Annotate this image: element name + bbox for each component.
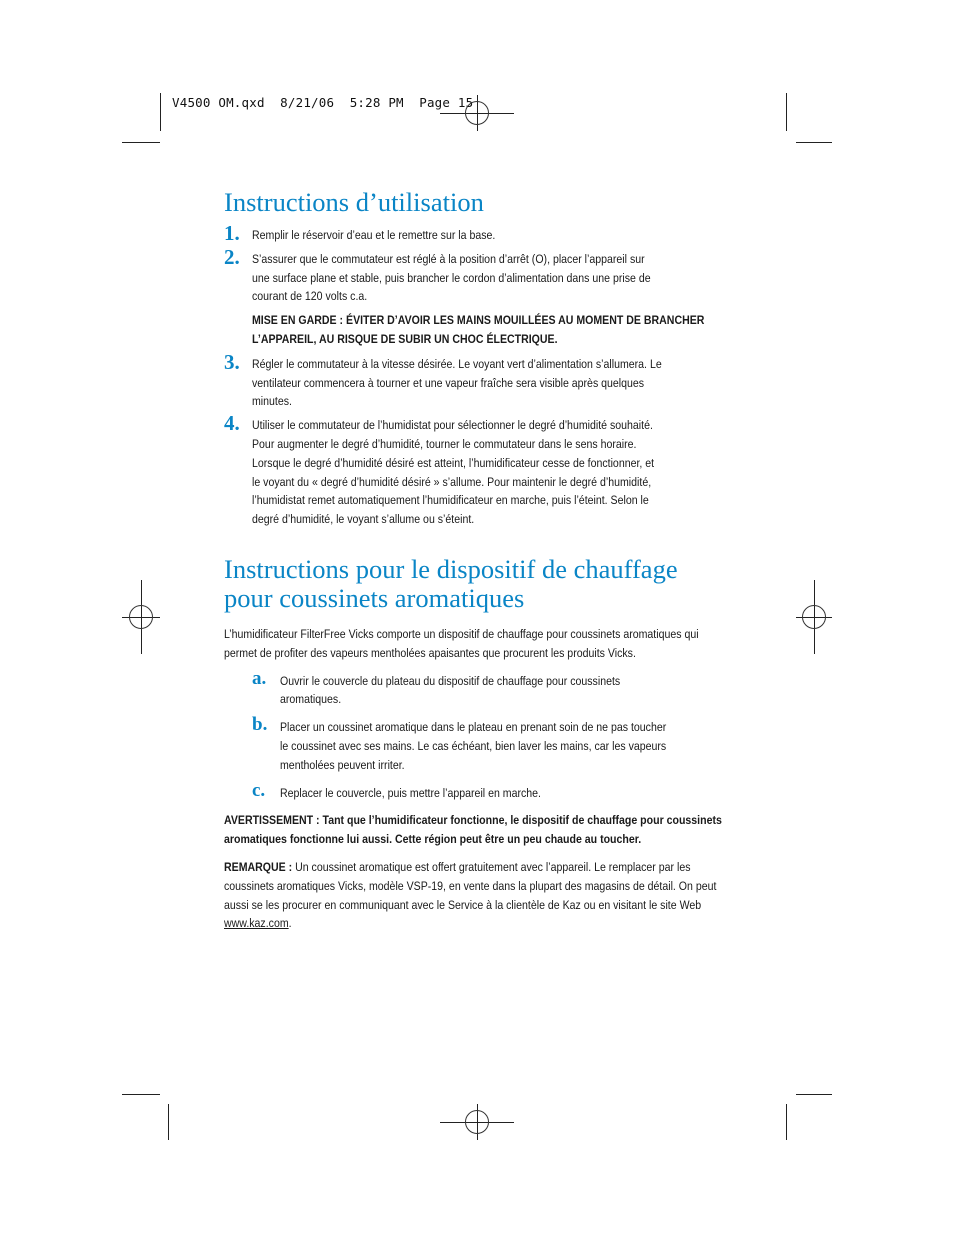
step-letter: c. — [252, 779, 266, 801]
step-letter: b. — [252, 714, 268, 736]
step-text: Remplir le réservoir d’eau et le remettre sur la base. — [252, 228, 496, 242]
step-text: S’assurer que le commutateur est réglé à la position d’arrêt (O), placer l’appareil sur une surface plane et stable, puis brancher le cordon d’alimentation dans une prise de courant de 120 volts c.a. — [252, 251, 651, 304]
crop-mark-tl-h — [122, 142, 160, 143]
remarque-text: Un coussinet aromatique est offert gratuitement avec l’appareil. Le remplacer par les coussinets aromatiques Vicks, modèle VSP-19, en vente dans la plupart des magasins de détail. On peut aussi se les procurer en communiquant avec le Service à la clientèle de Kaz ou en visitant le site Web — [224, 859, 717, 912]
page-content — [224, 188, 732, 942]
kaz-website-link[interactable]: www.kaz.com — [224, 916, 289, 931]
step-number: 4. — [224, 411, 240, 436]
crop-mark-bl-h — [122, 1094, 160, 1095]
slug-line: V4500 OM.qxd 8/21/06 5:28 PM Page 15 — [172, 95, 474, 110]
crop-mark-br-h — [796, 1094, 832, 1095]
remarque-note: REMARQUE : Un coussinet aromatique est offert gratuitement avec l’appareil. Le remplacer par les coussinets aromatiques Vicks, modèle VSP-19, en vente dans la plupart des magasins de détail. On peut aussi se les procurer en communiquant avec le Service à la clientèle de Kaz ou en visitant le site Web www.kaz.com. — [224, 859, 717, 931]
list-item — [224, 349, 732, 411]
crop-mark-bl-v — [168, 1104, 169, 1140]
avertissement-note: AVERTISSEMENT : Tant que l’humidificateur fonctionne, le dispositif de chauffage pour coussinets aromatiques fonctionne lui aussi. Cette région peut être un peu chaude au toucher. — [224, 813, 722, 847]
step-number: 2. — [224, 244, 240, 269]
list-item — [224, 221, 732, 245]
step-letter: a. — [252, 667, 267, 689]
list-item — [224, 244, 732, 306]
step-text: Placer un coussinet aromatique dans le plateau en prenant soin de ne pas toucher le coussinet avec ses mains. Le cas échéant, bien laver les mains, car les vapeurs mentholées peuvent irriter. — [280, 720, 667, 772]
step-text: Utiliser le commutateur de l’humidistat pour sélectionner le degré d’humidité souhaité. Pour augmenter le degré d’humidité, tourner le commutateur dans le sens horaire. Lorsque le degré d’humidité désiré est atteint, l’humidificateur cesse de fonctionner, et le voyant du « degré d’humidité désiré » s’allume. Pour maintenir le degré d’humidité, l’humidistat remet automatiquement l’humidificateur en marche, puis l’éteint. Selon le degré d’humidité, le voyant s’allume ou s’éteint. — [252, 418, 655, 527]
crop-mark-br-v — [786, 1104, 787, 1140]
step-text: Ouvrir le couvercle du plateau du dispositif de chauffage pour coussinets aromatiques. — [280, 673, 621, 707]
remarque-label: REMARQUE : — [224, 859, 293, 874]
aroma-steps — [252, 667, 732, 803]
intro-paragraph: L’humidificateur FilterFree Vicks comporte un dispositif de chauffage pour coussinets aromatiques qui permet de profiter des vapeurs mentholées apaisantes que procurent les produits Vicks. — [224, 626, 699, 660]
list-item — [252, 714, 732, 774]
usage-steps — [224, 221, 732, 529]
step-number: 1. — [224, 221, 240, 245]
crop-mark-tl-v — [160, 93, 161, 131]
step-text: Régler le commutateur à la vitesse désirée. Le voyant vert d’alimentation s’allumera. Le ventilateur commencera à tourner et une vapeur fraîche sera visible après quelques minutes. — [252, 356, 662, 409]
step-text: Replacer le couvercle, puis mettre l’appareil en marche. — [280, 785, 541, 800]
section-title-line1: Instructions pour le dispositif de chauffage — [224, 553, 678, 584]
section-title-instructions: Instructions d’utilisation — [224, 187, 484, 217]
crop-mark-tr-v — [786, 93, 787, 131]
list-item — [252, 779, 732, 803]
list-item — [252, 667, 732, 710]
warning-note — [252, 311, 732, 349]
section-title-aroma-heater — [224, 555, 732, 613]
step-number: 3. — [224, 349, 240, 374]
warning-text: MISE EN GARDE : ÉVITER D’AVOIR LES MAINS MOUILLÉES AU MOMENT DE BRANCHER L’APPAREIL, AU RISQUE DE SUBIR UN CHOC ÉLECTRIQUE. — [252, 313, 705, 346]
list-item — [224, 411, 732, 529]
crop-mark-tr-h — [796, 142, 832, 143]
section-title-line2: pour coussinets aromatiques — [224, 582, 525, 613]
